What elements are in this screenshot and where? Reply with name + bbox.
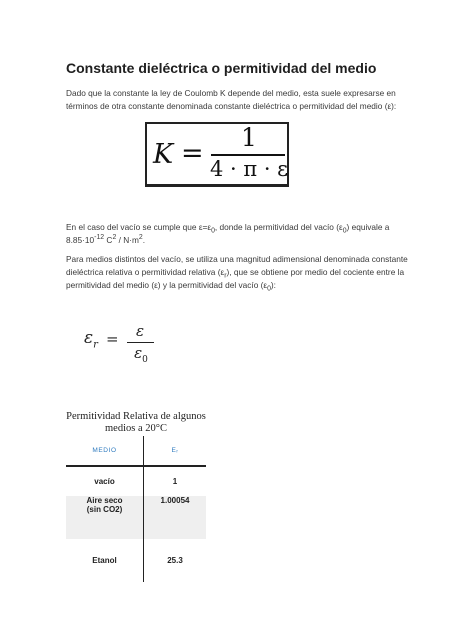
- text: / N·m: [116, 235, 139, 245]
- formula-epsilon-r: [84, 328, 98, 351]
- table-row: [66, 496, 206, 539]
- column-header-er: Εᵣ: [144, 436, 206, 466]
- vacuum-paragraph: [66, 221, 412, 247]
- text: Para medios distintos del vacío, se utiliza una magnitud adimensional denominada constante dieléctrica relativa o permitividad relativa (ε: [66, 254, 408, 277]
- permittivity-table: [66, 436, 206, 582]
- cell-value: 1.00054: [144, 496, 206, 539]
- formula-denominator: 4 · π · ε: [209, 157, 289, 181]
- formula-fraction-bar: [127, 342, 154, 343]
- formula-numerator: 1: [241, 123, 257, 152]
- subscript: 0: [267, 285, 271, 293]
- text: ), que se obtiene por medio del cociente entre la permitividad del medio (ε) y la permitividad del vacío (ε: [66, 267, 405, 290]
- superscript: 2: [138, 234, 143, 242]
- subscript: 0: [211, 227, 215, 235]
- text: En el caso del vacío se cumple que ε=ε: [66, 222, 212, 232]
- formula-equals: =: [106, 330, 119, 348]
- text: C: [104, 235, 113, 245]
- symbol: ε: [134, 344, 143, 362]
- text: .: [142, 235, 146, 245]
- table-row: [66, 466, 206, 496]
- table-row: [66, 539, 206, 582]
- page-title: Constante dieléctrica o permitividad del medio: [66, 60, 377, 76]
- cell-line: (sin CO2): [86, 505, 123, 514]
- subscript: 0: [142, 355, 148, 365]
- relative-permittivity-paragraph: [66, 253, 412, 292]
- formula-numerator: ε: [135, 322, 145, 340]
- table-caption: Permitividad Relativa de algunos medios a 20°C: [66, 411, 206, 434]
- column-header-medio: MEDIO: [66, 436, 144, 466]
- text: 8.85·10: [66, 235, 95, 245]
- formula-fraction-bar: [211, 154, 285, 156]
- cell-value: 25.3: [167, 556, 183, 565]
- cell-line: Aire seco: [86, 496, 123, 505]
- cell-medio: [66, 496, 144, 539]
- text: ) equivale a: [346, 222, 390, 232]
- formula-equals: =: [181, 138, 204, 169]
- cell-medio: Etanol: [66, 539, 144, 582]
- text: , donde la permitividad del vacío (ε: [214, 222, 343, 232]
- text: ):: [270, 280, 276, 290]
- cell-medio: vacío: [66, 466, 144, 496]
- subscript: r: [93, 339, 98, 351]
- coulomb-constant-formula: [145, 122, 289, 187]
- subscript: 0: [342, 227, 347, 235]
- formula-k: K: [153, 139, 174, 170]
- superscript: -12: [94, 234, 105, 242]
- subscript: r: [224, 272, 227, 280]
- intro-paragraph: Dado que la constante la ley de Coulomb K depende del medio, esta suele expresarse en términos de otra constante denominada constante dieléctrica o permitividad del medio (ε):: [66, 88, 397, 111]
- cell-value: 1: [172, 477, 178, 486]
- symbol: ε: [84, 328, 94, 348]
- superscript: 2: [112, 234, 117, 242]
- formula-denominator: [128, 344, 154, 365]
